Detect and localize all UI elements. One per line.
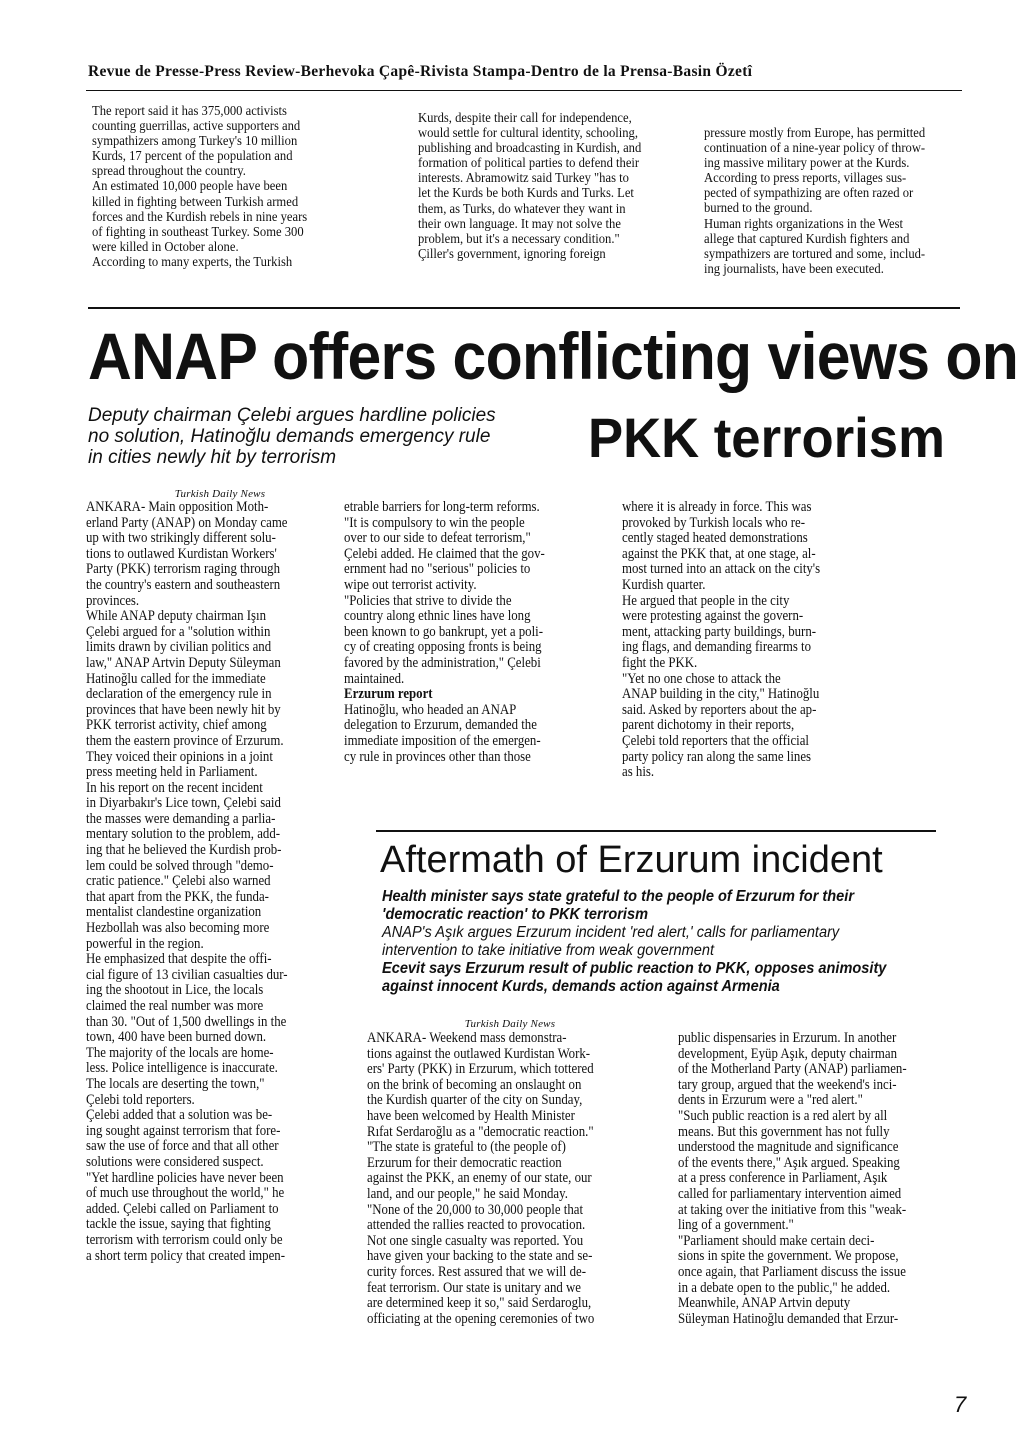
deck-line: against innocent Kurds, demands action against Armenia — [382, 978, 780, 995]
text-line: than 30. "Out of 1,500 dwellings in the — [86, 1013, 287, 1030]
text-line: provinces. — [86, 592, 140, 609]
text-line: mentalist clandestine organization — [86, 904, 262, 921]
text-line: means. But this government has not fully — [678, 1123, 890, 1140]
anap-column-2-lines — [344, 500, 599, 765]
masthead-rule — [86, 90, 962, 91]
text-line: ing that he believed the Kurdish prob- — [86, 842, 282, 859]
text-line: let the Kurds be both Kurds and Turks. Let — [418, 186, 634, 202]
anap-source: Turkish Daily News — [174, 488, 266, 500]
text-line: Çelebi told reporters. — [86, 1091, 195, 1108]
page-number: 7 — [954, 1392, 967, 1417]
text-line: provinces that have been newly hit by — [86, 701, 281, 718]
top-column-1-lines — [92, 104, 362, 270]
deck-line: 'democratic reaction' to PKK terrorism — [382, 906, 649, 923]
text-line: powerful in the region. — [86, 935, 204, 952]
text-line: law," ANAP Artvin Deputy Süleyman — [86, 654, 281, 671]
text-line: Çelebi added. He claimed that the gov- — [344, 545, 545, 562]
text-line: were killed in October alone. — [92, 239, 239, 255]
text-line: at taking over the initiative from this "weak- — [678, 1201, 907, 1218]
text-line: "The state is grateful to (the people of) — [367, 1139, 566, 1156]
text-line: Süleyman Hatinoğlu demanded that Erzur- — [678, 1310, 899, 1327]
text-line: them the eastern province of Erzurum. — [86, 732, 284, 749]
text-line: burned to the ground. — [704, 201, 813, 217]
text-line: Kurds, despite their call for independence, — [418, 111, 632, 126]
erzurum-deck-lines — [382, 888, 886, 996]
erzurum-column-2 — [678, 1031, 942, 1327]
text-line: killed in fighting between Turkish armed — [92, 194, 299, 210]
erzurum-column-1-lines — [367, 1031, 631, 1327]
deck-line: Ecevit says Erzurum result of public reaction to PKK, opposes animosity — [382, 960, 887, 977]
text-line: ling of a government." — [678, 1217, 794, 1234]
text-line: attended the rallies reacted to provocation. — [367, 1217, 586, 1234]
text-line: Erzurum for their democratic reaction — [367, 1154, 562, 1171]
text-line: against the PKK, an enemy of our state, our — [367, 1170, 592, 1187]
text-line: According to many experts, the Turkish — [92, 254, 293, 270]
text-line: tary group, argued that the weekend's inci- — [678, 1076, 897, 1093]
text-line: fight the PKK. — [622, 654, 698, 671]
text-line: of fighting in southeast Turkey. Some 300 — [92, 224, 304, 240]
text-line: mentary solution to the problem, add- — [86, 826, 281, 843]
text-line: the masses were demanding a parlia- — [86, 810, 276, 827]
erzurum-column-2-lines — [678, 1031, 942, 1327]
text-line: Çelebi told reporters that the official — [622, 732, 809, 749]
text-line: ing flags, and demanding firearms to — [622, 639, 812, 656]
text-line: over to our side to defeat terrorism," — [344, 530, 531, 547]
text-line: ing the shootout in Lice, the locals — [86, 982, 264, 999]
text-line: He emphasized that despite the offi- — [86, 951, 272, 968]
text-line: less. Police intelligence is inaccurate. — [86, 1060, 278, 1077]
text-line: PKK terrorist activity, chief among — [86, 717, 267, 734]
text-line: cy rule in provinces other than those — [344, 748, 531, 765]
text-line: terrorism with terrorism could only be — [86, 1231, 283, 1248]
erzurum-source: Turkish Daily News — [464, 1018, 556, 1030]
erzurum-column-1 — [367, 1031, 631, 1327]
text-line: allege that captured Kurdish fighters and — [704, 231, 910, 247]
text-line: of the Motherland Party (ANAP) parliamen- — [678, 1061, 907, 1078]
text-line: Çelebi argued for a "solution within — [86, 623, 271, 640]
text-line: would settle for cultural identity, schooling, — [418, 126, 638, 142]
text-line: in a debate open to the public," he added. — [678, 1279, 891, 1296]
anap-column-1-lines — [86, 500, 341, 1264]
text-line: of the events there," Aşık argued. Speaking — [678, 1154, 900, 1171]
text-line: Rıfat Serdaroğlu as a "democratic reaction." — [367, 1123, 594, 1140]
text-line: most turned into an attack on the city's — [622, 561, 821, 578]
text-line: The locals are deserting the town," — [86, 1075, 265, 1092]
top-column-3-lines — [704, 126, 974, 277]
text-line: pressure mostly from Europe, has permitted — [704, 126, 926, 141]
text-line: ANKARA- Weekend mass demonstra- — [367, 1030, 567, 1046]
text-line: While ANAP deputy chairman Işın — [86, 608, 267, 625]
text-line: cratic patience." Çelebi also warned — [86, 873, 271, 890]
text-line: ing sought against terrorism that fore- — [86, 1122, 281, 1139]
anap-headline-line-2: PKK terrorism — [588, 406, 945, 469]
text-line: been known to go bankrupt, yet a poli- — [344, 623, 544, 640]
text-line: Çiller's government, ignoring foreign — [418, 246, 606, 262]
text-line: Hatinoğlu, who headed an ANAP — [344, 701, 517, 718]
text-line: declaration of the emergency rule in — [86, 686, 272, 703]
text-line: press meeting held in Parliament. — [86, 764, 258, 781]
text-line: They voiced their opinions in a joint — [86, 748, 273, 765]
text-line: cently staged heated demonstrations — [622, 530, 808, 547]
text-line: country along ethnic lines have long — [344, 608, 531, 625]
text-line: ing journalists, have been executed. — [704, 261, 884, 277]
text-line: counting guerrillas, active supporters and — [92, 119, 301, 135]
text-line: According to press reports, villages sus- — [704, 171, 907, 187]
text-line: tions against the outlawed Kurdistan Work- — [367, 1045, 591, 1062]
text-line: once again, that Parliament discuss the issue — [678, 1263, 906, 1280]
text-line: against the PKK that, at one stage, al- — [622, 545, 816, 562]
text-line: "Yet hardline policies have never been — [86, 1169, 284, 1186]
text-line: on the brink of becoming an onslaught on — [367, 1076, 582, 1093]
text-line: Hezbollah was also becoming more — [86, 920, 270, 937]
text-line: added. Çelebi called on Parliament to — [86, 1200, 279, 1217]
text-line: maintained. — [344, 670, 405, 687]
text-line: a short term policy that created impen- — [86, 1247, 285, 1264]
text-line: Deputy chairman Çelebi argues hardline policies — [88, 405, 496, 426]
text-line: of much use throughout the world," he — [86, 1185, 285, 1202]
text-line: Erzurum report — [344, 686, 433, 703]
text-line: delegation to Erzurum, demanded the — [344, 717, 537, 734]
masthead: Revue de Presse-Press Review-Berhevoka Çapê-Rivista Stampa-Dentro de la Prensa-Basin Özetî — [88, 63, 753, 80]
text-line: ment, attacking party buildings, burn- — [622, 623, 817, 640]
text-line: said. Asked by reporters about the ap- — [622, 701, 817, 718]
text-line: provoked by Turkish locals who re- — [622, 514, 805, 531]
text-line: interests. Abramowitz said Turkey "has to — [418, 171, 629, 187]
erzurum-rule — [376, 830, 936, 832]
text-line: ANAP building in the city," Hatinoğlu — [622, 686, 820, 703]
top-column-1 — [92, 104, 362, 270]
anap-column-3 — [622, 500, 877, 781]
text-line: town, 400 have been burned down. — [86, 1029, 267, 1046]
text-line: cy of creating opposing fronts is being — [344, 639, 542, 656]
text-line: Çelebi added that a solution was be- — [86, 1107, 273, 1124]
deck-line: intervention to take initiative from weak government — [382, 942, 715, 959]
text-line: as his. — [622, 764, 655, 781]
text-line: curity forces. Rest assured that we will de- — [367, 1263, 586, 1280]
text-line: at a press conference in Parliament, Aşık — [678, 1170, 888, 1187]
deck-line: ANAP's Aşık argues Erzurum incident 'red alert,' calls for parliamentary — [382, 924, 840, 941]
text-line: "Yet no one chose to attack the — [622, 670, 781, 687]
text-line: party policy ran along the same lines — [622, 748, 812, 765]
text-line: them, as Turks, do whatever they want in — [418, 201, 626, 217]
text-line: Human rights organizations in the West — [704, 216, 904, 232]
text-line: Not one single casualty was reported. You — [367, 1232, 584, 1249]
text-line: favored by the administration," Çelebi — [344, 654, 541, 671]
anap-column-1 — [86, 500, 341, 1264]
text-line: dents in Erzurum were a "red alert." — [678, 1092, 863, 1109]
text-line: An estimated 10,000 people have been — [92, 179, 288, 195]
text-line: where it is already in force. This was — [622, 499, 812, 515]
text-line: Hatinoğlu called for the immediate — [86, 670, 266, 687]
text-line: "None of the 20,000 to 30,000 people that — [367, 1201, 584, 1218]
anap-column-2 — [344, 500, 599, 765]
text-line: The majority of the locals are home- — [86, 1044, 274, 1061]
text-line: immediate imposition of the emergen- — [344, 732, 541, 749]
text-line: were protesting against the govern- — [622, 608, 804, 625]
text-line: have given your backing to the state and se- — [367, 1248, 593, 1265]
text-line: sions in spite the government. We propose, — [678, 1248, 899, 1265]
text-line: publishing and broadcasting in Kurdish, and — [418, 141, 642, 157]
anap-deck-lines — [88, 405, 496, 468]
text-line: in cities newly hit by terrorism — [88, 447, 337, 468]
text-line: Kurds, 17 percent of the population and — [92, 149, 293, 165]
erzurum-deck — [382, 888, 886, 996]
text-line: formation of political parties to defend their — [418, 156, 640, 172]
anap-column-3-lines — [622, 500, 877, 781]
text-line: called for parliamentary intervention aimed — [678, 1185, 902, 1202]
text-line: erland Party (ANAP) on Monday came — [86, 514, 288, 531]
text-line: He argued that people in the city — [622, 592, 790, 609]
text-line: spread throughout the country. — [92, 164, 246, 180]
text-line: no solution, Hatinoğlu demands emergency rule — [88, 426, 491, 447]
top-column-2-lines — [418, 111, 688, 262]
text-line: ers' Party (PKK) in Erzurum, which tottered — [367, 1061, 594, 1078]
text-line: limits drawn by civilian politics and — [86, 639, 272, 656]
text-line: are determined keep it so," said Serdaroglu, — [367, 1295, 592, 1312]
anap-headline-line-1: ANAP offers conflicting views on — [88, 319, 1019, 393]
text-line: saw the use of force and that all other — [86, 1138, 279, 1155]
text-line: understood the magnitude and significance — [678, 1139, 899, 1156]
text-line: development, Eyüp Aşık, deputy chairman — [678, 1045, 897, 1062]
text-line: The report said it has 375,000 activists — [92, 104, 287, 119]
text-line: ernment had no "serious" policies to — [344, 561, 531, 578]
text-line: tions to outlawed Kurdistan Workers' — [86, 545, 277, 562]
text-line: in Diyarbakır's Lice town, Çelebi said — [86, 795, 281, 812]
text-line: "It is compulsory to win the people — [344, 514, 525, 531]
text-line: "Such public reaction is a red alert by all — [678, 1107, 888, 1124]
text-line: continuation of a nine-year policy of throw- — [704, 141, 926, 157]
top-column-3 — [704, 126, 974, 277]
text-line: the country's eastern and southeastern — [86, 576, 281, 593]
text-line: the Kurdish quarter of the city on Sunday, — [367, 1092, 583, 1109]
text-line: ANKARA- Main opposition Moth- — [86, 499, 269, 515]
text-line: have been welcomed by Health Minister — [367, 1107, 575, 1124]
text-line: feat terrorism. Our state is unitary and we — [367, 1279, 581, 1296]
section-rule — [88, 307, 960, 309]
text-line: their own language. It may not solve the — [418, 216, 621, 232]
erzurum-headline: Aftermath of Erzurum incident — [380, 839, 883, 881]
text-line: problem, but it's a necessary condition." — [418, 231, 620, 247]
top-column-2 — [418, 111, 688, 262]
deck-line: Health minister says state grateful to the people of Erzurum for their — [382, 888, 854, 905]
text-line: that apart from the PKK, the funda- — [86, 888, 269, 905]
text-line: sympathizers among Turkey's 10 million — [92, 134, 298, 150]
text-line: lem could be solved through "demo- — [86, 857, 274, 874]
text-line: ing massive military power at the Kurds. — [704, 156, 910, 172]
text-line: parent dichotomy in their reports, — [622, 717, 795, 734]
text-line: forces and the Kurdish rebels in nine years — [92, 209, 308, 225]
text-line: Kurdish quarter. — [622, 576, 706, 593]
text-line: etrable barriers for long-term reforms. — [344, 499, 540, 515]
text-line: up with two strikingly different solu- — [86, 530, 276, 547]
text-line: tackle the issue, saying that fighting — [86, 1216, 271, 1233]
text-line: Meanwhile, ANAP Artvin deputy — [678, 1295, 851, 1312]
text-line: In his report on the recent incident — [86, 779, 263, 796]
text-line: sympathizers are tortured and some, includ- — [704, 246, 926, 262]
text-line: "Policies that strive to divide the — [344, 592, 512, 609]
text-line: "Parliament should make certain deci- — [678, 1232, 875, 1249]
text-line: Party (PKK) terrorism raging through — [86, 561, 281, 578]
text-line: public dispensaries in Erzurum. In another — [678, 1030, 897, 1046]
text-line: cial figure of 13 civilian casualties dur- — [86, 966, 288, 983]
anap-deck — [88, 405, 496, 468]
text-line: land, and our people," he said Monday. — [367, 1185, 568, 1202]
text-line: claimed the real number was more — [86, 998, 264, 1014]
text-line: pected of sympathizing are often razed or — [704, 186, 914, 202]
text-line: solutions were considered suspect. — [86, 1153, 264, 1170]
text-line: wipe out terrorist activity. — [344, 576, 477, 593]
text-line: officiating at the opening ceremonies of two — [367, 1310, 595, 1327]
